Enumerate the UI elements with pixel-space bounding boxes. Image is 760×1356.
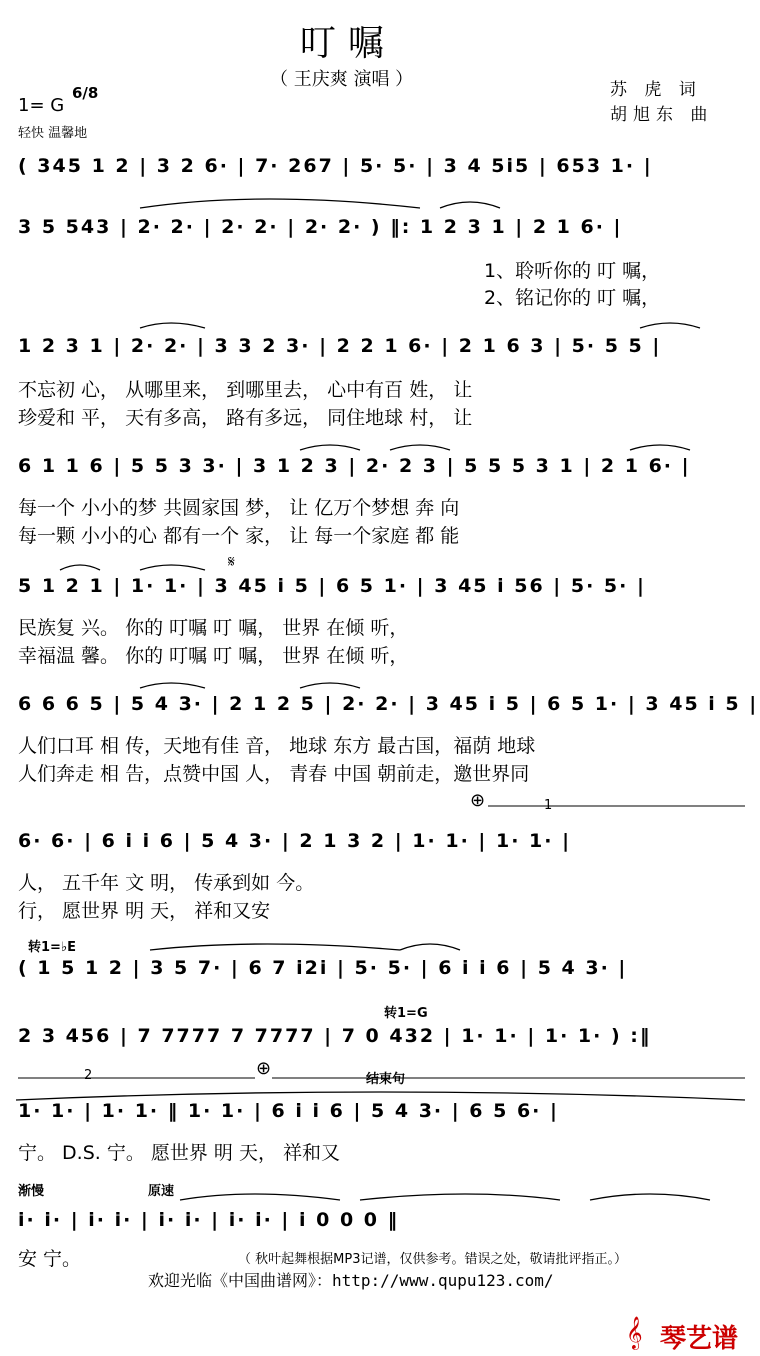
notation-row-5: 5 1 2 1 | 1· 1· | 3 45 i 5 | 6 5 1· | 3 45 i 56 | 5· 5· | bbox=[18, 575, 646, 597]
ending-label: 结束句 bbox=[366, 1072, 406, 1087]
notation-row-2: 3 5 543 | 2· 2· | 2· 2· | 2· 2· ) ‖: 1 2 3 1 | 2 1 6· | bbox=[18, 216, 623, 238]
lyric-row-10: 宁。 D.S. 宁。 愿世界 明 天， 祥和又 bbox=[18, 1142, 341, 1164]
key-signature: 1= G bbox=[18, 95, 65, 116]
website-credit: 欢迎光临《中国曲谱网》：http://www.qupu123.com/ bbox=[148, 1271, 554, 1290]
notation-row-11: i· i· | i· i· | i· i· | i· i· | i 0 0 0 ‖ bbox=[18, 1209, 400, 1231]
lyric-row-11: 安 宁。 bbox=[18, 1248, 82, 1270]
composer: 胡旭东 曲 bbox=[610, 105, 714, 125]
transcriber-note: （ 秋叶起舞根据MP3记谱，仅供参考。错误之处，敬请批评指正。） bbox=[238, 1252, 627, 1267]
lyric-row-4-verse-2: 每一颗 小小的心 都有一个 家， 让 每一个家庭 都 能 bbox=[18, 525, 460, 547]
coda-mark-2: ⊕ bbox=[256, 1058, 272, 1079]
modulation-e-flat: 转1=♭E bbox=[28, 940, 76, 955]
lyric-row-6-verse-1: 人们口耳 相 传，天地有佳 音， 地球 东方 最古国，福荫 地球 bbox=[18, 735, 536, 757]
notation-row-3: 1 2 3 1 | 2· 2· | 3 3 2 3· | 2 2 1 6· | 2 1 6 3 | 5· 5 5 | bbox=[18, 335, 662, 357]
notation-row-1: ( 345 1 2 | 3 2 6· | 7· 267 | 5· 5· | 3 4 5i5 | 653 1· | bbox=[18, 155, 653, 177]
notation-row-7: 6· 6· | 6 i i 6 | 5 4 3· | 2 1 3 2 | 1· 1· | 1· 1· | bbox=[18, 830, 572, 852]
lyric-row-5-verse-1: 民族复 兴。 你的 叮嘱 叮 嘱， 世界 在倾 听， bbox=[18, 617, 409, 639]
lyric-row-3-verse-2: 珍爱和 平， 天有多高， 路有多远， 同住地球 村， 让 bbox=[18, 407, 473, 429]
a-tempo-label: 原速 bbox=[148, 1184, 175, 1199]
lyric-row-6-verse-2: 人们奔走 相 告，点赞中国 人， 青春 中国 朝前走，邀世界同 bbox=[18, 763, 530, 785]
singer-subtitle: （ 王庆爽 演唱 ） bbox=[270, 69, 414, 90]
notation-row-4: 6 1 1 6 | 5 5 3 3· | 3 1 2 3 | 2· 2 3 | 5 5 5 3 1 | 2 1 6· | bbox=[18, 455, 691, 477]
coda-mark-1: ⊕ bbox=[470, 790, 486, 811]
notation-row-10: 1· 1· | 1· 1· ‖ 1· 1· | 6 i i 6 | 5 4 3· | 6 5 6· | bbox=[18, 1100, 559, 1122]
time-signature: 6/8 bbox=[72, 84, 99, 102]
ritardando-label: 渐慢 bbox=[18, 1184, 45, 1199]
lyric-row-5-verse-2: 幸福温 馨。 你的 叮嘱 叮 嘱， 世界 在倾 听， bbox=[18, 645, 409, 667]
notation-row-8: ( 1 5 1 2 | 3 5 7· | 6 7 i2i | 5· 5· | 6 i i 6 | 5 4 3· | bbox=[18, 957, 628, 979]
segno-mark: 𝄋 bbox=[228, 552, 235, 571]
notation-row-6: 6 6 6 5 | 5 4 3· | 2 1 2 5 | 2· 2· | 3 45 i 5 | 6 5 1· | 3 45 i 5 | bbox=[18, 693, 759, 715]
song-title: 叮嘱 bbox=[300, 23, 397, 64]
lyric-row-3-verse-1: 不忘初 心， 从哪里来， 到哪里去， 心中有百 姓， 让 bbox=[18, 379, 473, 401]
notation-row-9: 2 3 456 | 7 7777 7 7777 | 7 0 432 | 1· 1· | 1· 1· ) :‖ bbox=[18, 1025, 652, 1047]
volta-1-label: 1 bbox=[544, 798, 553, 813]
lyricist: 苏 虎 词 bbox=[610, 80, 702, 100]
tie-row-2 bbox=[140, 199, 420, 208]
lyric-row-7-verse-2: 行， 愿世界 明 天， 祥和又安 bbox=[18, 900, 271, 922]
tempo-marking: 轻快 温馨地 bbox=[18, 126, 88, 141]
piano-logo-icon: 𝄞 bbox=[626, 1316, 643, 1349]
lyric-row-2-verse-1: 1、聆听你的 叮 嘱， bbox=[484, 260, 661, 282]
lyric-row-4-verse-1: 每一个 小小的梦 共圆家国 梦， 让 亿万个梦想 奔 向 bbox=[18, 497, 460, 519]
brand-name: 琴艺谱 bbox=[660, 1324, 739, 1354]
lyric-row-7-verse-1: 人， 五千年 文 明， 传承到如 今。 bbox=[18, 872, 315, 894]
modulation-g: 转1=G bbox=[384, 1006, 428, 1021]
volta-2-label: 2 bbox=[84, 1068, 93, 1083]
lyric-row-2-verse-2: 2、铭记你的 叮 嘱， bbox=[484, 287, 661, 309]
